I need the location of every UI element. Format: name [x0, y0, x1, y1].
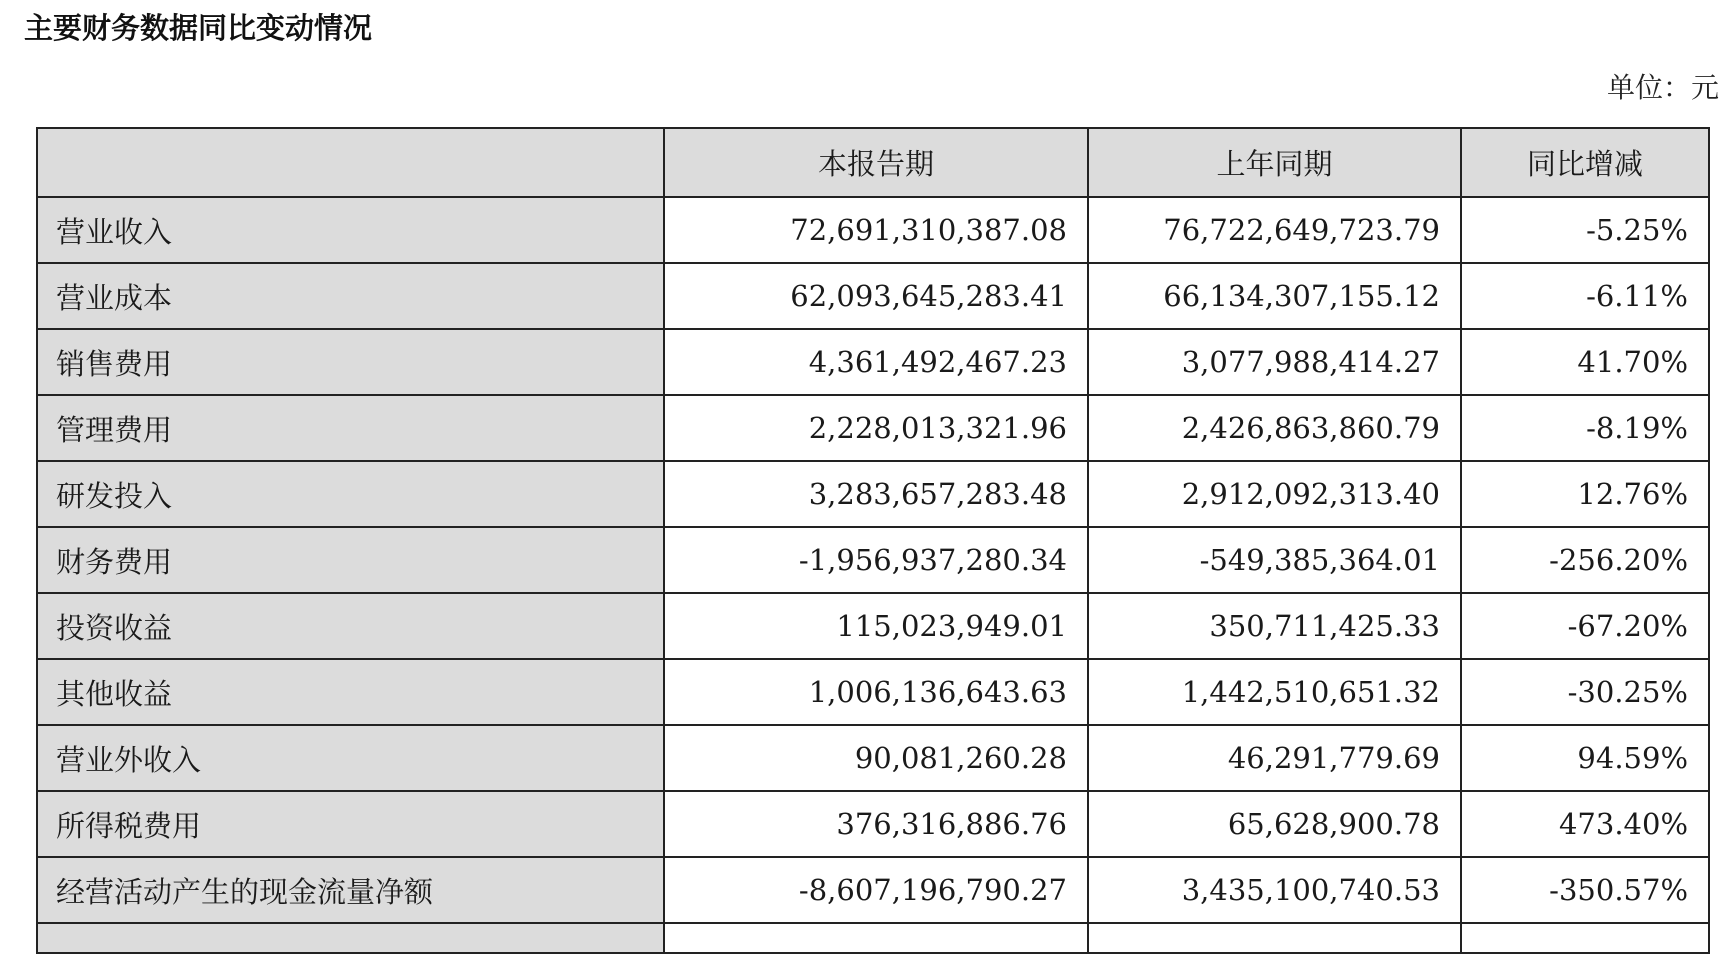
row-current-cell: 4,361,492,467.23: [664, 329, 1088, 395]
row-current-cell: 72,691,310,387.08: [664, 197, 1088, 263]
table-row: [37, 461, 1709, 527]
row-change-cell: -350.57%: [1461, 857, 1709, 923]
row-label-cell: 研发投入: [37, 461, 664, 527]
row-current-cell: 2,228,013,321.96: [664, 395, 1088, 461]
table-row: [37, 395, 1709, 461]
row-previous-cell: 66,134,307,155.12: [1088, 263, 1461, 329]
row-previous-cell: 65,628,900.78: [1088, 791, 1461, 857]
partial-cell: [1461, 923, 1709, 953]
partial-cell: [1088, 923, 1461, 953]
row-label-cell: 销售费用: [37, 329, 664, 395]
row-change-cell: -5.25%: [1461, 197, 1709, 263]
table-row: [37, 659, 1709, 725]
row-current-cell: -1,956,937,280.34: [664, 527, 1088, 593]
row-label-cell: 营业收入: [37, 197, 664, 263]
table-row: [37, 329, 1709, 395]
row-label-cell: 所得税费用: [37, 791, 664, 857]
row-label-cell: 财务费用: [37, 527, 664, 593]
row-change-cell: -6.11%: [1461, 263, 1709, 329]
row-previous-cell: 2,912,092,313.40: [1088, 461, 1461, 527]
table-row: [37, 197, 1709, 263]
row-previous-cell: 3,077,988,414.27: [1088, 329, 1461, 395]
row-previous-cell: 46,291,779.69: [1088, 725, 1461, 791]
financial-data-table: [36, 127, 1710, 954]
table-row: [37, 857, 1709, 923]
row-change-cell: -67.20%: [1461, 593, 1709, 659]
row-current-cell: -8,607,196,790.27: [664, 857, 1088, 923]
row-label-cell: 营业成本: [37, 263, 664, 329]
row-previous-cell: 350,711,425.33: [1088, 593, 1461, 659]
table-row: [37, 791, 1709, 857]
row-current-cell: 90,081,260.28: [664, 725, 1088, 791]
table-header: [37, 128, 1709, 197]
row-previous-cell: 1,442,510,651.32: [1088, 659, 1461, 725]
row-change-cell: -8.19%: [1461, 395, 1709, 461]
row-previous-cell: -549,385,364.01: [1088, 527, 1461, 593]
row-change-cell: 473.40%: [1461, 791, 1709, 857]
partial-cell: [37, 923, 664, 953]
header-cell-change: 同比增减: [1461, 128, 1709, 197]
row-label-cell: 其他收益: [37, 659, 664, 725]
row-label-cell: 管理费用: [37, 395, 664, 461]
table-row: [37, 527, 1709, 593]
row-label-cell: 营业外收入: [37, 725, 664, 791]
row-current-cell: 1,006,136,643.63: [664, 659, 1088, 725]
table-row: [37, 593, 1709, 659]
row-previous-cell: 3,435,100,740.53: [1088, 857, 1461, 923]
partial-cell: [664, 923, 1088, 953]
row-previous-cell: 76,722,649,723.79: [1088, 197, 1461, 263]
table-row: [37, 263, 1709, 329]
header-cell-item: [37, 128, 664, 197]
row-label-cell: 经营活动产生的现金流量净额: [37, 857, 664, 923]
table-row: [37, 725, 1709, 791]
row-current-cell: 115,023,949.01: [664, 593, 1088, 659]
header-row: [37, 128, 1709, 197]
row-change-cell: -30.25%: [1461, 659, 1709, 725]
row-change-cell: 41.70%: [1461, 329, 1709, 395]
table-row-partial: [37, 923, 1709, 953]
row-current-cell: 62,093,645,283.41: [664, 263, 1088, 329]
row-previous-cell: 2,426,863,860.79: [1088, 395, 1461, 461]
financial-table-container: [36, 127, 1708, 954]
row-label-cell: 投资收益: [37, 593, 664, 659]
unit-label: 单位：元: [1606, 71, 1719, 104]
header-cell-current: 本报告期: [664, 128, 1088, 197]
row-change-cell: 12.76%: [1461, 461, 1709, 527]
row-current-cell: 3,283,657,283.48: [664, 461, 1088, 527]
row-change-cell: 94.59%: [1461, 725, 1709, 791]
page-title: 主要财务数据同比变动情况: [24, 11, 373, 45]
row-current-cell: 376,316,886.76: [664, 791, 1088, 857]
header-cell-previous: 上年同期: [1088, 128, 1461, 197]
table-body: [37, 197, 1709, 953]
row-change-cell: -256.20%: [1461, 527, 1709, 593]
